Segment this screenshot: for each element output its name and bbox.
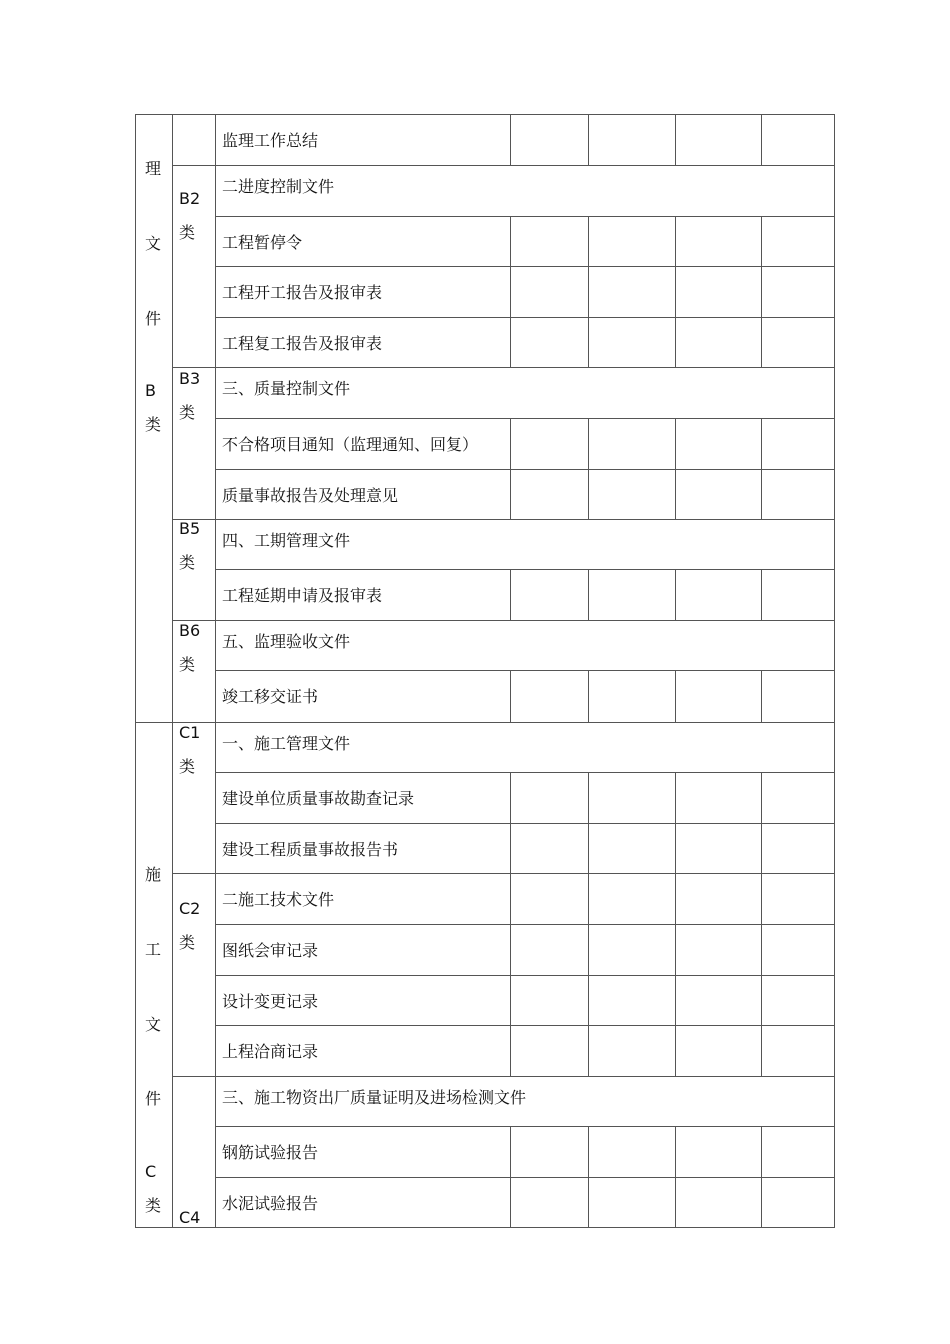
- table-rule-vertical: [675, 569, 676, 621]
- table-rule-horizontal: [215, 1025, 835, 1026]
- table-row-label: 一、施工管理文件: [222, 734, 351, 753]
- category-suffix: 类: [179, 655, 196, 674]
- table-rule-vertical: [761, 1126, 762, 1178]
- table-rule-horizontal: [215, 266, 835, 267]
- table-rule-vertical: [588, 1177, 589, 1228]
- table-rule-horizontal: [215, 823, 835, 824]
- category-suffix: 类: [179, 403, 196, 422]
- table-rule-horizontal: [172, 519, 835, 520]
- table-rule-horizontal: [215, 924, 835, 925]
- table-row-label: 四、工期管理文件: [222, 531, 351, 550]
- table-row-label: 不合格项目通知（监理通知、回复）: [222, 435, 479, 454]
- table-rule-horizontal: [135, 722, 835, 723]
- table-rule-vertical: [588, 924, 589, 976]
- category-suffix: 类: [179, 757, 196, 776]
- table-rule-vertical: [588, 114, 589, 166]
- table-rule-vertical: [761, 1025, 762, 1077]
- category-code: C1: [179, 723, 201, 742]
- table-rule-vertical: [510, 1177, 511, 1228]
- category-suffix: 类: [179, 223, 196, 242]
- table-rule-horizontal: [215, 1126, 835, 1127]
- group-label-char: B: [145, 381, 156, 400]
- table-rule-horizontal: [172, 367, 835, 368]
- group-label-char: 件: [145, 309, 162, 328]
- table-rule-horizontal: [215, 469, 835, 470]
- table-rule-horizontal: [172, 620, 835, 621]
- table-rule-vertical: [675, 418, 676, 470]
- group-label-char: 类: [145, 415, 162, 434]
- table-row-label: 图纸会审记录: [222, 941, 319, 960]
- table-row-label: 设计变更记录: [222, 992, 319, 1011]
- table-row-label: 三、质量控制文件: [222, 379, 351, 398]
- table-rule-vertical: [588, 670, 589, 723]
- table-rule-vertical: [761, 975, 762, 1026]
- table-rule-horizontal: [215, 1177, 835, 1178]
- table-rule-vertical: [510, 1126, 511, 1178]
- table-rule-horizontal: [215, 216, 835, 217]
- table-rule-vertical: [588, 469, 589, 520]
- table-rule-vertical: [588, 216, 589, 267]
- category-code: C2: [179, 899, 201, 918]
- table-row-label: 竣工移交证书: [222, 687, 319, 706]
- table-row-label: 三、施工物资出厂质量证明及进场检测文件: [222, 1088, 527, 1107]
- table-rule-horizontal: [215, 418, 835, 419]
- table-rule-vertical: [510, 975, 511, 1026]
- table-row-label: 建设工程质量事故报告书: [222, 840, 399, 859]
- table-rule-vertical: [510, 569, 511, 621]
- table-rule-vertical: [510, 823, 511, 874]
- table-rule-vertical: [675, 772, 676, 824]
- group-label-char: 文: [145, 1015, 162, 1034]
- table-rule-horizontal: [172, 873, 835, 874]
- table-rule-vertical: [675, 823, 676, 874]
- table-rule-horizontal: [172, 165, 835, 166]
- table-rule-vertical: [675, 114, 676, 166]
- table-rule-vertical: [761, 418, 762, 470]
- table-rule-vertical: [588, 1126, 589, 1178]
- group-label-char: 件: [145, 1089, 162, 1108]
- table-rule-vertical: [761, 670, 762, 723]
- table-rule-vertical: [588, 823, 589, 874]
- table-row-label: 二施工技术文件: [222, 890, 335, 909]
- table-rule-vertical: [675, 670, 676, 723]
- table-rule-vertical: [510, 216, 511, 267]
- table-rule-vertical: [510, 266, 511, 318]
- table-rule-vertical: [588, 772, 589, 824]
- table-row-label: 工程暂停令: [222, 233, 303, 252]
- table-rule-vertical: [761, 114, 762, 166]
- table-rule-horizontal: [215, 317, 835, 318]
- table-rule-vertical: [510, 1025, 511, 1077]
- table-rule-horizontal: [215, 975, 835, 976]
- table-rule-vertical: [215, 114, 216, 1228]
- table-row-label: 监理工作总结: [222, 131, 319, 150]
- table-rule-vertical: [761, 873, 762, 925]
- table-rule-vertical: [675, 216, 676, 267]
- table-rule-vertical: [588, 317, 589, 368]
- table-rule-vertical: [675, 469, 676, 520]
- table-rule-horizontal: [215, 569, 835, 570]
- table-rule-vertical: [588, 418, 589, 470]
- table-rule-vertical: [761, 924, 762, 976]
- group-label-char: 工: [145, 940, 162, 959]
- category-code: B2: [179, 189, 201, 208]
- table-rule-horizontal: [172, 1076, 835, 1077]
- category-suffix: 类: [179, 933, 196, 952]
- table-rule-vertical: [510, 924, 511, 976]
- table-rule-vertical: [834, 114, 835, 1228]
- category-code: B3: [179, 369, 201, 388]
- table-rule-vertical: [510, 469, 511, 520]
- table-rule-vertical: [510, 670, 511, 723]
- table-rule-vertical: [675, 317, 676, 368]
- group-label-char: 施: [145, 865, 162, 884]
- table-rule-vertical: [675, 924, 676, 976]
- table-row-label: 建设单位质量事故勘查记录: [222, 789, 415, 808]
- table-rule-vertical: [761, 317, 762, 368]
- table-rule-vertical: [761, 772, 762, 824]
- table-row-label: 工程复工报告及报审表: [222, 334, 383, 353]
- table-rule-vertical: [510, 772, 511, 824]
- table-rule-horizontal: [215, 670, 835, 671]
- table-row-label: 质量事故报告及处理意见: [222, 486, 399, 505]
- table-rule-vertical: [172, 114, 173, 1228]
- table-row-label: 工程开工报告及报审表: [222, 283, 383, 302]
- table-rule-vertical: [675, 1025, 676, 1077]
- table-row-label: 二进度控制文件: [222, 177, 335, 196]
- table-row-label: 钢筋试验报告: [222, 1143, 319, 1162]
- table-rule-vertical: [675, 1126, 676, 1178]
- table-rule-vertical: [675, 266, 676, 318]
- table-rule-vertical: [675, 975, 676, 1026]
- table-rule-vertical: [588, 266, 589, 318]
- table-rule-horizontal: [215, 772, 835, 773]
- table-rule-vertical: [761, 823, 762, 874]
- category-suffix: 类: [179, 553, 196, 572]
- table-rule-vertical: [510, 873, 511, 925]
- table-row-label: 水泥试验报告: [222, 1194, 319, 1213]
- category-code: B5: [179, 519, 201, 538]
- table-rule-vertical: [761, 469, 762, 520]
- table-row-label: 工程延期申请及报审表: [222, 586, 383, 605]
- table-rule-vertical: [510, 114, 511, 166]
- table-rule-vertical: [588, 873, 589, 925]
- table-rule-vertical: [588, 1025, 589, 1077]
- group-label-char: 理: [145, 159, 162, 178]
- group-label-char: 文: [145, 234, 162, 253]
- table-rule-horizontal: [135, 1227, 835, 1228]
- table-rule-vertical: [675, 873, 676, 925]
- table-rule-vertical: [675, 1177, 676, 1228]
- table-row-label: 五、监理验收文件: [222, 632, 351, 651]
- group-label-char: 类: [145, 1196, 162, 1215]
- table-rule-vertical: [588, 569, 589, 621]
- table-row-label: 上程洽商记录: [222, 1042, 319, 1061]
- table-rule-vertical: [761, 216, 762, 267]
- table-rule-vertical: [761, 569, 762, 621]
- table-rule-vertical: [761, 266, 762, 318]
- table-rule-vertical: [588, 975, 589, 1026]
- table-rule-vertical: [761, 1177, 762, 1228]
- table-rule-vertical: [135, 114, 136, 1228]
- category-code: C4: [179, 1208, 201, 1227]
- table-rule-horizontal: [135, 114, 835, 115]
- category-code: B6: [179, 621, 201, 640]
- group-label-char: C: [145, 1162, 157, 1181]
- table-rule-vertical: [510, 418, 511, 470]
- table-rule-vertical: [510, 317, 511, 368]
